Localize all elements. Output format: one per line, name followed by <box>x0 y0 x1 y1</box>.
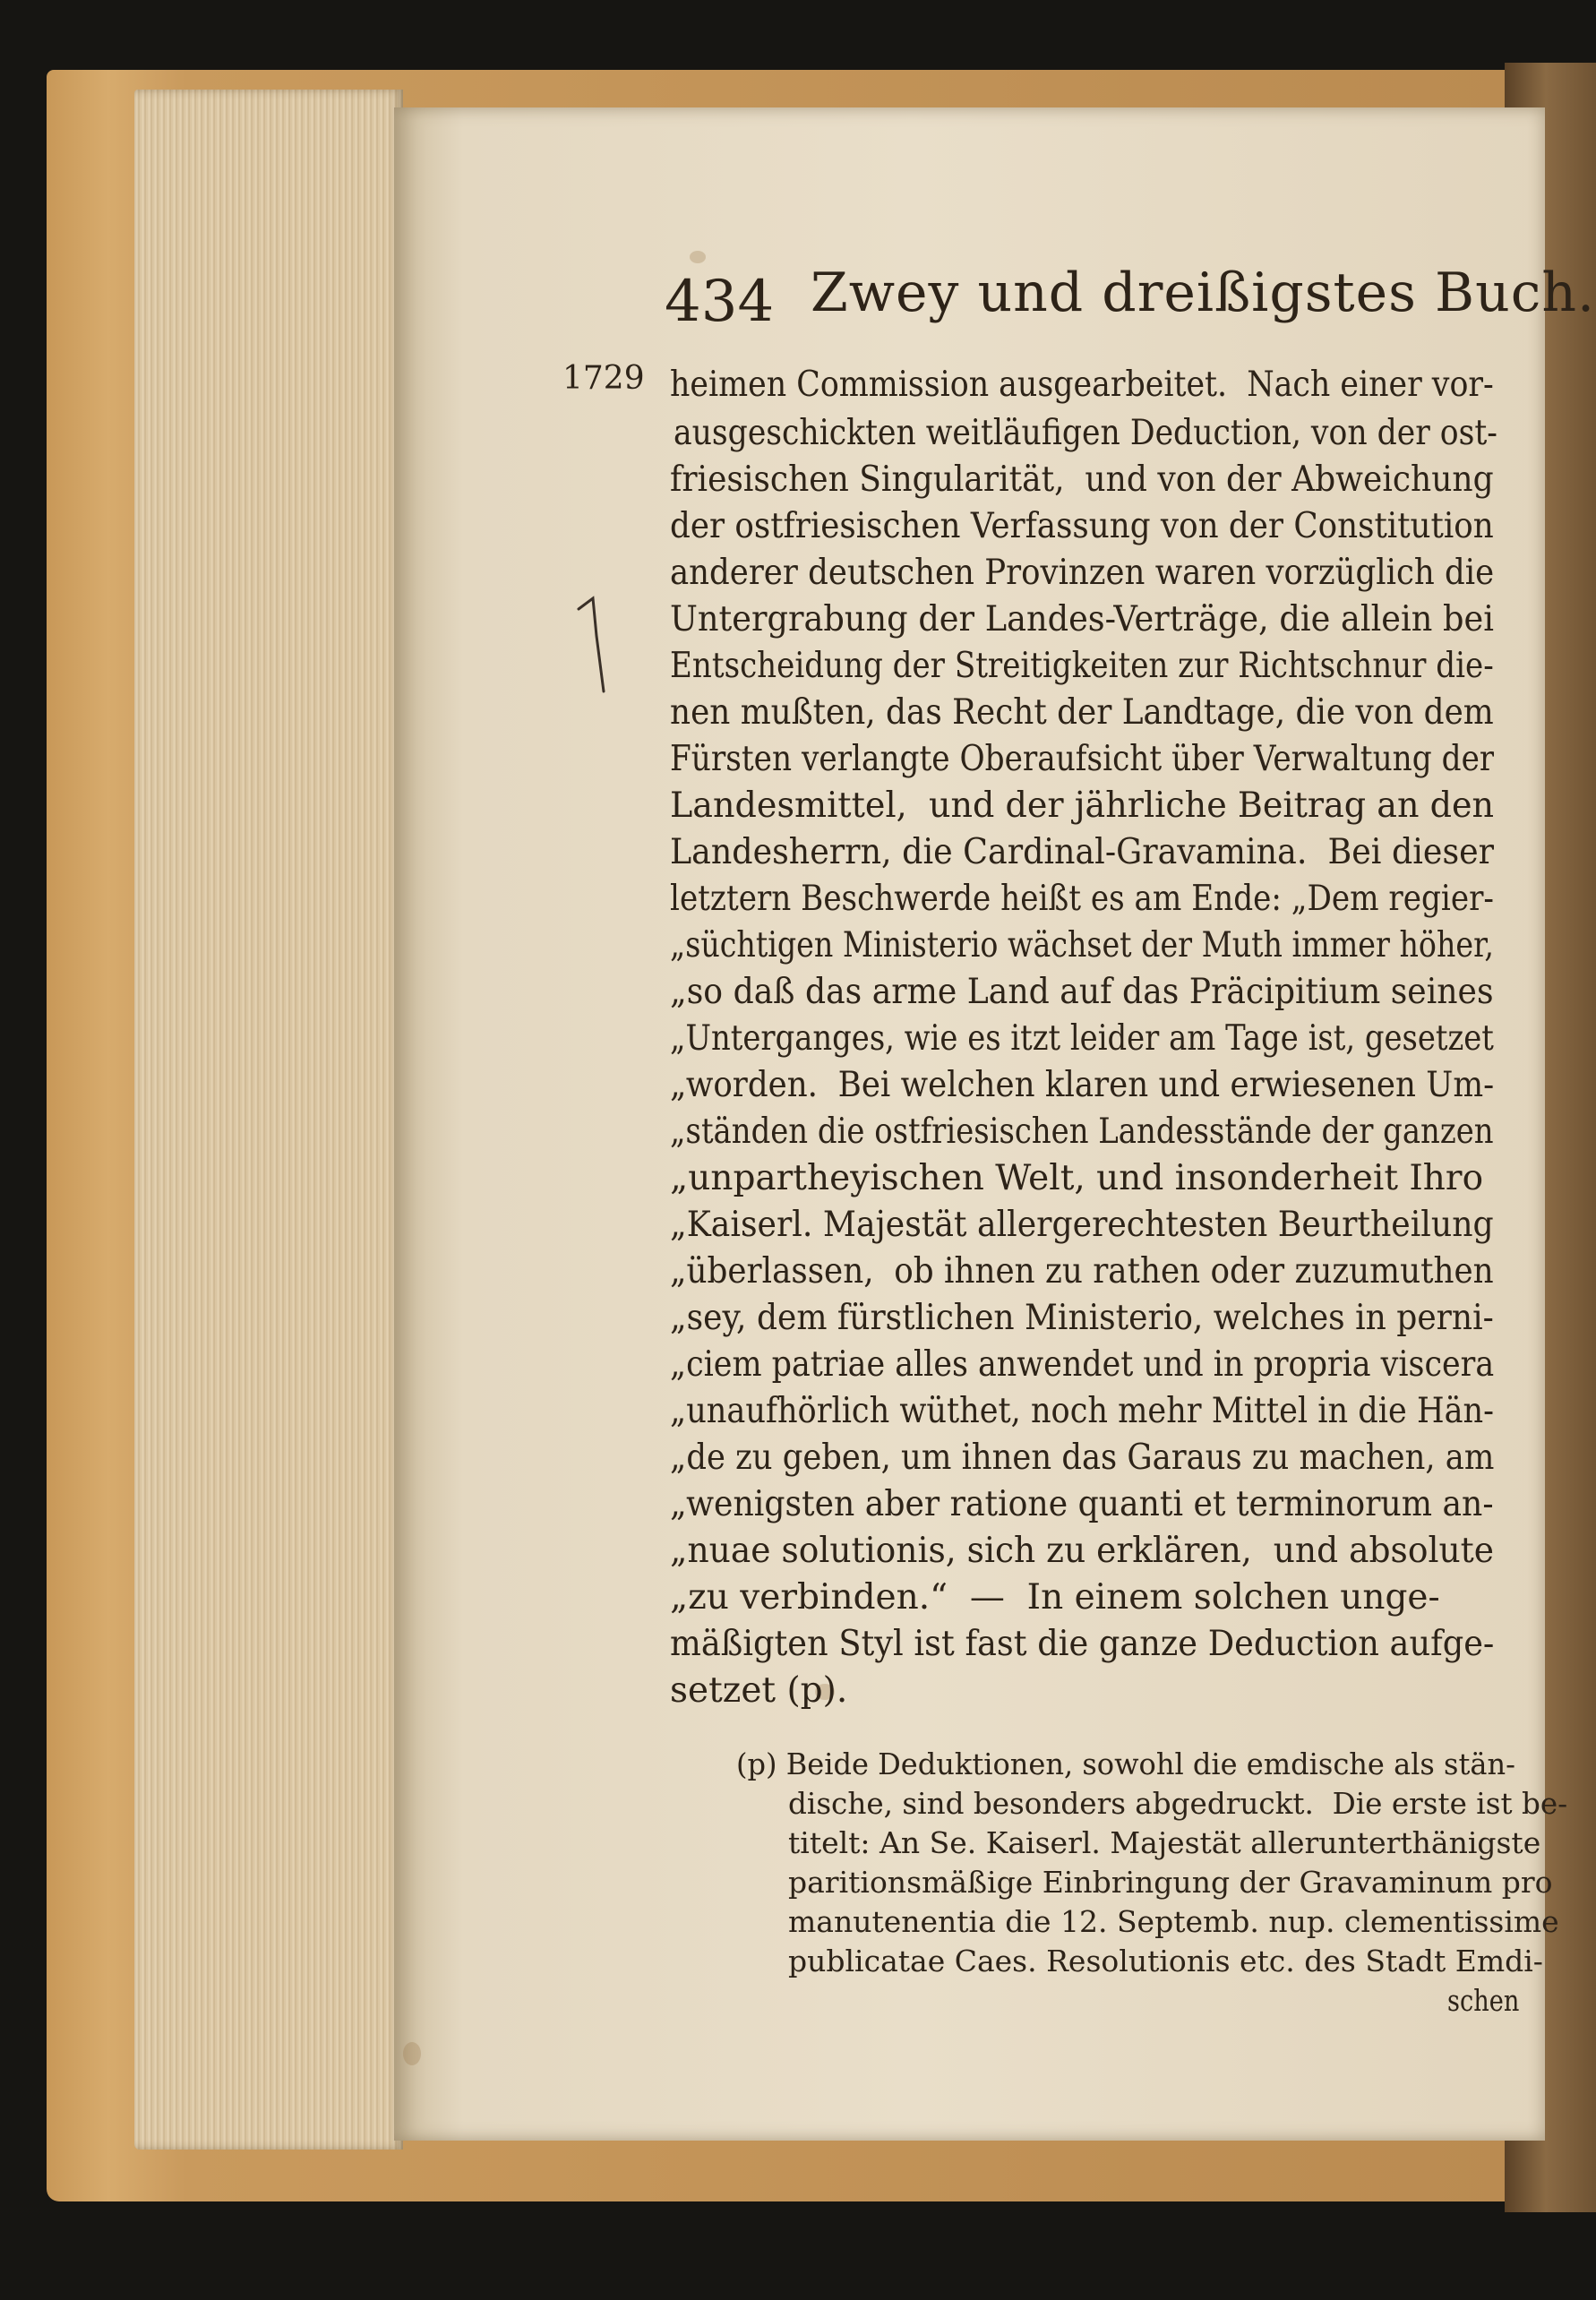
body-line: „ciem patriae alles anwendet und in propria viscera <box>670 1344 1494 1385</box>
body-line: „überlassen, ob ihnen zu rathen oder zuzumuthen <box>670 1251 1494 1292</box>
body-line: friesischen Singularität, und von der Abweichung <box>670 459 1494 500</box>
footnote-line: publicatae Caes. Resolutionis etc. des Stadt Emdi- <box>788 1944 1543 1978</box>
body-line: „zu verbinden.“ — In einem solchen unge- <box>670 1577 1440 1618</box>
body-line: „de zu geben, um ihnen das Garaus zu machen, am <box>670 1438 1494 1478</box>
body-line: Landesherrn, die Cardinal-Gravamina. Bei dieser <box>670 832 1495 872</box>
body-line: „wenigsten aber ratione quanti et terminorum an- <box>670 1484 1494 1524</box>
body-line: Landesmittel, und der jährliche Beitrag an den <box>670 785 1494 826</box>
pencil-mark <box>573 591 618 699</box>
footnote-line: paritionsmäßige Einbringung der Gravaminum pro <box>788 1865 1553 1900</box>
margin-year: 1729 <box>562 360 645 397</box>
footnote-line: titelt: An Se. Kaiserl. Majestät allerunterthänigste <box>788 1825 1541 1860</box>
body-line: „worden. Bei welchen klaren und erwiesenen Um- <box>670 1065 1494 1105</box>
footnote-line: (p) Beide Deduktionen, sowohl die emdische als stän- <box>736 1746 1515 1781</box>
running-head: Zwey und dreißigstes Buch. <box>811 262 1596 324</box>
body-line: anderer deutschen Provinzen waren vorzüglich die <box>670 553 1495 593</box>
body-line: „unaufhörlich wüthet, noch mehr Mittel in die Hän- <box>670 1391 1494 1431</box>
foxing-spot <box>690 251 706 263</box>
footnote-line: manutenentia die 12. Septemb. nup. clementissime <box>788 1904 1559 1939</box>
body-line: „sey, dem fürstlichen Ministerio, welches in perni- <box>670 1298 1494 1338</box>
body-line: letztern Beschwerde heißt es am Ende: „Dem regier- <box>670 879 1494 919</box>
page-number: 434 <box>665 269 775 335</box>
body-line: mäßigten Styl ist fast die ganze Deduction aufge- <box>670 1624 1495 1664</box>
footnote-line: dische, sind besonders abgedruckt. Die erste ist be- <box>788 1786 1567 1821</box>
body-line: „süchtigen Ministerio wächset der Muth immer höher, <box>670 925 1494 965</box>
body-line: nen mußten, das Recht der Landtage, die von dem <box>670 692 1494 733</box>
body-line: Fürsten verlangte Oberaufsicht über Verwaltung der <box>670 739 1494 779</box>
body-line: „unpartheyischen Welt, und insonderheit Ihro <box>670 1158 1484 1198</box>
body-line: ausgeschickten weitläufigen Deduction, von der ost- <box>674 413 1497 453</box>
body-line: heimen Commission ausgearbeitet. Nach einer vor- <box>670 365 1494 405</box>
body-line: der ostfriesischen Verfassung von der Constitution <box>670 506 1494 546</box>
body-line: „Kaiserl. Majestät allergerechtesten Beurtheilung <box>670 1205 1494 1245</box>
body-line: Entscheidung der Streitigkeiten zur Richtschnur die- <box>670 646 1494 686</box>
body-line: „so daß das arme Land auf das Präcipitium seines <box>670 972 1494 1012</box>
page-edges <box>134 90 403 2150</box>
body-line: „ständen die ostfriesischen Landesstände der ganzen <box>670 1111 1494 1152</box>
body-line: Untergrabung der Landes-Verträge, die allein bei <box>670 599 1494 639</box>
foxing-spot <box>403 2042 421 2065</box>
body-line: „nuae solutionis, sich zu erklären, und absolute <box>670 1531 1495 1571</box>
body-line: „Unterganges, wie es itzt leider am Tage ist, gesetzet <box>670 1018 1494 1059</box>
body-line: setzet (p). <box>670 1670 848 1711</box>
footnote-catchword: schen <box>1447 1983 1519 2018</box>
